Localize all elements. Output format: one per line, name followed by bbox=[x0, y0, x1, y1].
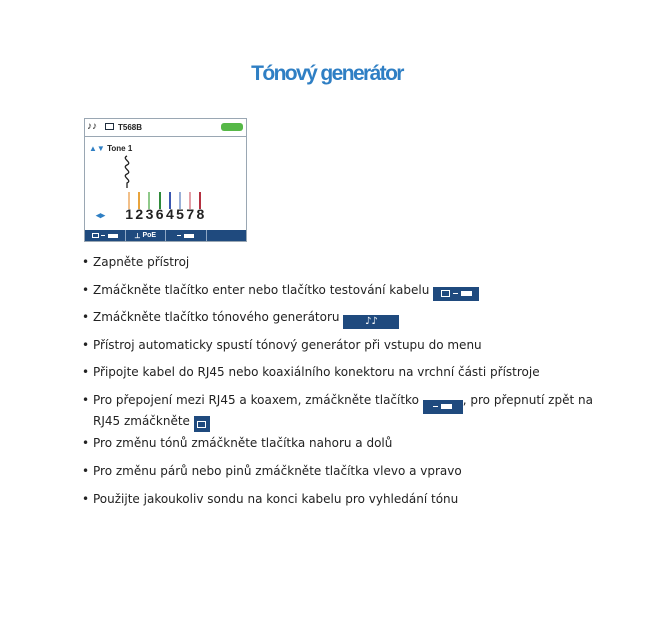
plug-icon bbox=[461, 291, 472, 296]
instruction-text-part: Zmáčkněte tlačítko tónového generátoru bbox=[93, 310, 340, 324]
device-softkey-bar bbox=[85, 230, 246, 241]
pin-2: 2 bbox=[135, 206, 144, 222]
pin-1: 1 bbox=[125, 206, 133, 222]
pin-numbers bbox=[124, 206, 206, 222]
rj45-button[interactable] bbox=[194, 416, 210, 432]
instruction-text bbox=[93, 310, 623, 329]
wiring-standard: T568B bbox=[118, 123, 143, 132]
instruction-text: Pro změnu tónů zmáčkněte tlačítka nahoru a dolů bbox=[93, 436, 393, 450]
cable-test-button[interactable] bbox=[433, 287, 479, 301]
pin-7: 7 bbox=[186, 206, 195, 222]
instruction-text: Zapněte přístroj bbox=[93, 255, 190, 269]
softkey-empty[interactable] bbox=[207, 230, 247, 241]
dash-icon bbox=[453, 293, 458, 294]
instruction-text-part: Zmáčkněte tlačítko enter nebo tlačítko testování kabelu bbox=[93, 283, 430, 297]
plug-icon bbox=[441, 404, 452, 409]
instruction-text: Použijte jakoukoliv sondu na konci kabelu pro vyhledání tónu bbox=[93, 492, 459, 506]
music-notes-icon: ♪♪ bbox=[87, 121, 97, 132]
softkey-connector[interactable] bbox=[166, 230, 207, 241]
instruction-text: Připojte kabel do RJ45 nebo koaxiálního konektoru na vrchní části přístroje bbox=[93, 365, 540, 379]
pin-8: 8 bbox=[196, 206, 205, 222]
bullet: • bbox=[82, 436, 90, 450]
monitor-icon bbox=[441, 290, 450, 297]
softkey-cable-test[interactable] bbox=[85, 230, 126, 241]
bullet: • bbox=[82, 310, 90, 324]
bullet: • bbox=[82, 492, 90, 506]
tone-generator-button[interactable] bbox=[343, 315, 399, 329]
music-notes-icon: ♪♪ bbox=[364, 316, 378, 327]
tone-name: Tone 1 bbox=[107, 144, 133, 153]
dash-icon bbox=[101, 235, 105, 236]
pin-4: 4 bbox=[165, 206, 174, 222]
left-right-arrows-icon: ◂▸ bbox=[96, 210, 106, 220]
bullet: • bbox=[82, 338, 90, 352]
pin-3: 3 bbox=[145, 206, 154, 222]
instruction-text-part: , pro přepnutí zpět na RJ45 zmáčkněte bbox=[93, 393, 593, 428]
bullet: • bbox=[82, 283, 90, 297]
pin-5: 5 bbox=[176, 206, 184, 222]
instruction-text: Přístroj automaticky spustí tónový generátor při vstupu do menu bbox=[93, 338, 482, 352]
page-title: Tónový generátor bbox=[251, 62, 403, 85]
instruction-text bbox=[93, 393, 623, 432]
poe-label: PoE bbox=[142, 232, 157, 239]
instruction-text-part: Pro přepojení mezi RJ45 a koaxem, zmáčkněte tlačítko bbox=[93, 393, 419, 407]
network-icon: ⊥ bbox=[134, 232, 141, 240]
bullet: • bbox=[82, 365, 90, 379]
instruction-text: Pro změnu párů nebo pinů zmáčkněte tlačítka vlevo a vpravo bbox=[93, 464, 462, 478]
monitor-icon bbox=[197, 421, 206, 428]
dash-icon bbox=[177, 235, 181, 236]
pin-6: 6 bbox=[155, 206, 164, 222]
plug-icon bbox=[184, 234, 194, 238]
bullet: • bbox=[82, 393, 90, 407]
connector-switch-button[interactable] bbox=[423, 400, 463, 414]
plug-icon bbox=[108, 234, 118, 238]
up-down-arrows-icon: ▲▼ bbox=[89, 144, 105, 153]
wire-pairs bbox=[85, 119, 246, 219]
dash-icon bbox=[433, 406, 438, 407]
monitor-icon bbox=[92, 233, 99, 238]
bullet: • bbox=[82, 464, 90, 478]
softkey-poe[interactable] bbox=[126, 230, 167, 241]
instruction-text bbox=[93, 283, 623, 301]
bullet: • bbox=[82, 255, 90, 269]
device-screen bbox=[84, 118, 247, 242]
